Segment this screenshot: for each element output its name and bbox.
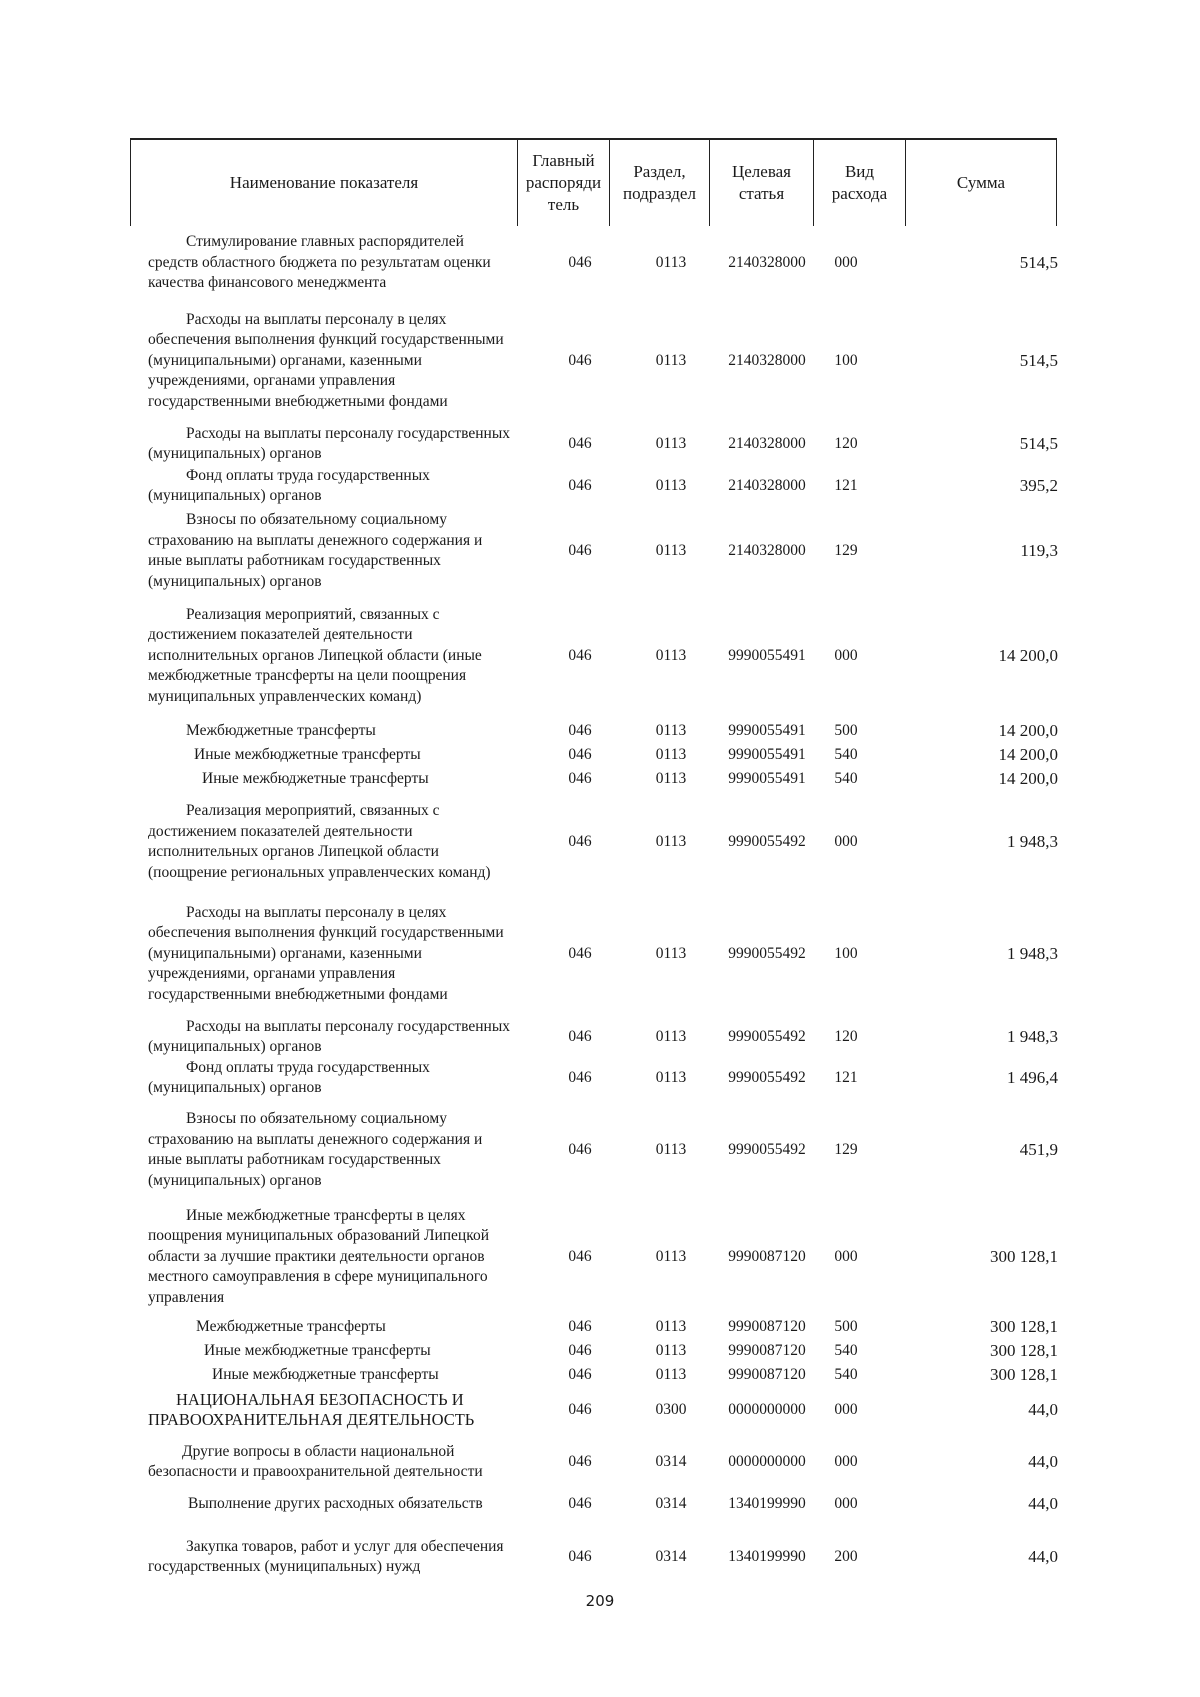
row-glavny: 046 bbox=[568, 1341, 592, 1359]
row-summa: 514,5 bbox=[1019, 350, 1058, 370]
row-summa: 14 200,0 bbox=[998, 645, 1058, 665]
row-celevaya: 9990087120 bbox=[728, 1341, 806, 1359]
table-row bbox=[148, 1015, 1058, 1059]
row-razdel: 0113 bbox=[655, 1317, 687, 1335]
row-vid: 129 bbox=[834, 541, 858, 559]
row-summa: 44,0 bbox=[1028, 1493, 1058, 1513]
row-razdel: 0113 bbox=[655, 646, 687, 664]
row-razdel: 0113 bbox=[655, 434, 687, 452]
row-celevaya: 9990055492 bbox=[728, 832, 806, 850]
row-glavny: 046 bbox=[568, 1027, 592, 1045]
row-vid: 120 bbox=[834, 434, 858, 452]
table-row bbox=[148, 1492, 1058, 1516]
table-row bbox=[148, 1340, 1058, 1362]
row-summa: 300 128,1 bbox=[990, 1364, 1058, 1384]
row-vid: 000 bbox=[834, 646, 858, 664]
row-glavny: 046 bbox=[568, 721, 592, 739]
row-summa: 44,0 bbox=[1028, 1399, 1058, 1419]
table-row bbox=[148, 1316, 1058, 1338]
row-name: Расходы на выплаты персоналу государственных (муниципальных) органов bbox=[148, 424, 510, 462]
row-razdel: 0113 bbox=[655, 1027, 687, 1045]
row-celevaya: 9990055492 bbox=[728, 1068, 806, 1086]
row-celevaya: 0000000000 bbox=[728, 1400, 806, 1418]
row-razdel: 0314 bbox=[655, 1452, 687, 1470]
row-razdel: 0113 bbox=[655, 1140, 687, 1158]
row-glavny: 046 bbox=[568, 1494, 592, 1512]
row-glavny: 046 bbox=[568, 832, 592, 850]
row-summa: 300 128,1 bbox=[990, 1340, 1058, 1360]
row-summa: 44,0 bbox=[1028, 1451, 1058, 1471]
table-row bbox=[148, 228, 1058, 298]
row-glavny: 046 bbox=[568, 476, 592, 494]
row-vid: 129 bbox=[834, 1140, 858, 1158]
table-row bbox=[148, 1056, 1058, 1100]
row-glavny: 046 bbox=[568, 434, 592, 452]
header-summa: Сумма bbox=[905, 140, 1057, 226]
table-row bbox=[148, 1106, 1058, 1194]
row-celevaya: 9990055492 bbox=[728, 1140, 806, 1158]
row-vid: 500 bbox=[834, 721, 858, 739]
row-razdel: 0113 bbox=[655, 944, 687, 962]
table-row bbox=[148, 1202, 1058, 1312]
row-name: Расходы на выплаты персоналу в целях обеспечения выполнения функций государственными (муниципальными) органами, казенными учреждениями, органами управления государственными внебюджетными фондами bbox=[148, 310, 504, 410]
row-summa: 395,2 bbox=[1019, 475, 1058, 495]
row-celevaya: 2140328000 bbox=[728, 351, 806, 369]
row-glavny: 046 bbox=[568, 769, 592, 787]
row-name: Межбюджетные трансферты bbox=[186, 721, 376, 739]
row-razdel: 0300 bbox=[655, 1400, 687, 1418]
row-vid: 000 bbox=[834, 832, 858, 850]
row-name: Выполнение других расходных обязательств bbox=[188, 1494, 483, 1512]
row-celevaya: 2140328000 bbox=[728, 476, 806, 494]
row-vid: 100 bbox=[834, 351, 858, 369]
row-vid: 000 bbox=[834, 253, 858, 271]
row-razdel: 0314 bbox=[655, 1494, 687, 1512]
row-razdel: 0113 bbox=[655, 351, 687, 369]
row-vid: 100 bbox=[834, 944, 858, 962]
row-glavny: 046 bbox=[568, 351, 592, 369]
row-name: Иные межбюджетные трансферты bbox=[202, 769, 429, 787]
row-name: Межбюджетные трансферты bbox=[196, 1317, 386, 1335]
row-name: Фонд оплаты труда государственных (муниципальных) органов bbox=[148, 1058, 430, 1096]
row-celevaya: 2140328000 bbox=[728, 253, 806, 271]
row-celevaya: 1340199990 bbox=[728, 1494, 806, 1512]
row-celevaya: 9990055492 bbox=[728, 944, 806, 962]
row-vid: 000 bbox=[834, 1247, 858, 1265]
row-celevaya: 0000000000 bbox=[728, 1452, 806, 1470]
row-summa: 514,5 bbox=[1019, 252, 1058, 272]
row-name: Иные межбюджетные трансферты bbox=[194, 745, 421, 763]
row-celevaya: 9990087120 bbox=[728, 1247, 806, 1265]
row-vid: 540 bbox=[834, 1341, 858, 1359]
row-glavny: 046 bbox=[568, 646, 592, 664]
row-name: Взносы по обязательному социальному страхованию на выплаты денежного содержания и иные выплаты работникам государственных (муниципальных) органов bbox=[148, 511, 483, 590]
row-summa: 44,0 bbox=[1028, 1546, 1058, 1566]
row-name: Реализация мероприятий, связанных с достижением показателей деятельности исполнительных органов Липецкой области (поощрение региональных управленческих команд) bbox=[148, 802, 491, 881]
table-header bbox=[130, 138, 1057, 226]
row-glavny: 046 bbox=[568, 541, 592, 559]
table-row bbox=[148, 720, 1058, 742]
row-summa: 1 948,3 bbox=[1007, 943, 1058, 963]
row-glavny: 046 bbox=[568, 1317, 592, 1335]
row-name: Стимулирование главных распорядителей средств областного бюджета по результатам оценки качества финансового менеджмента bbox=[148, 233, 491, 292]
row-vid: 540 bbox=[834, 1365, 858, 1383]
row-vid: 540 bbox=[834, 769, 858, 787]
table-row bbox=[148, 422, 1058, 466]
row-razdel: 0314 bbox=[655, 1547, 687, 1565]
table-row bbox=[148, 464, 1058, 508]
row-razdel: 0113 bbox=[655, 541, 687, 559]
row-celevaya: 9990087120 bbox=[728, 1365, 806, 1383]
row-name: Расходы на выплаты персоналу государственных (муниципальных) органов bbox=[148, 1017, 510, 1055]
row-razdel: 0113 bbox=[655, 1365, 687, 1383]
table-row bbox=[148, 1388, 1058, 1432]
table-row bbox=[148, 1364, 1058, 1386]
row-celevaya: 9990055491 bbox=[728, 721, 806, 739]
row-summa: 514,5 bbox=[1019, 433, 1058, 453]
row-razdel: 0113 bbox=[655, 476, 687, 494]
row-name: Другие вопросы в области национальной безопасности и правоохранительной деятельности bbox=[148, 1442, 483, 1480]
row-vid: 540 bbox=[834, 745, 858, 763]
row-summa: 300 128,1 bbox=[990, 1316, 1058, 1336]
row-name: Фонд оплаты труда государственных (муниципальных) органов bbox=[148, 466, 430, 504]
row-celevaya: 2140328000 bbox=[728, 541, 806, 559]
row-summa: 14 200,0 bbox=[998, 768, 1058, 788]
row-name: Расходы на выплаты персоналу в целях обеспечения выполнения функций государственными (муниципальными) органами, казенными учреждениями, органами управления государственными внебюджетными фондами bbox=[148, 903, 504, 1003]
table-row bbox=[148, 768, 1058, 790]
row-vid: 120 bbox=[834, 1027, 858, 1045]
table-row bbox=[148, 899, 1058, 1009]
row-summa: 1 948,3 bbox=[1007, 1026, 1058, 1046]
header-vid-raskhoda: Вид расхода bbox=[813, 140, 905, 226]
row-vid: 000 bbox=[834, 1452, 858, 1470]
row-name: Взносы по обязательному социальному страхованию на выплаты денежного содержания и иные выплаты работникам государственных (муниципальных) органов bbox=[148, 1110, 483, 1189]
row-razdel: 0113 bbox=[655, 1068, 687, 1086]
header-name: Наименование показателя bbox=[130, 140, 517, 226]
row-name: НАЦИОНАЛЬНАЯ БЕЗОПАСНОСТЬ И ПРАВООХРАНИТЕЛЬНАЯ ДЕЯТЕЛЬНОСТЬ bbox=[148, 1389, 475, 1429]
row-razdel: 0113 bbox=[655, 745, 687, 763]
row-name: Закупка товаров, работ и услуг для обеспечения государственных (муниципальных) нужд bbox=[148, 1537, 504, 1575]
row-razdel: 0113 bbox=[655, 1247, 687, 1265]
header-glavny-rasporyaditel: Главный распоряди тель bbox=[517, 140, 609, 226]
row-glavny: 046 bbox=[568, 253, 592, 271]
row-summa: 1 948,3 bbox=[1007, 831, 1058, 851]
table-row bbox=[148, 798, 1058, 886]
row-summa: 300 128,1 bbox=[990, 1246, 1058, 1266]
row-glavny: 046 bbox=[568, 944, 592, 962]
table-row bbox=[148, 744, 1058, 766]
row-glavny: 046 bbox=[568, 1140, 592, 1158]
row-name: Иные межбюджетные трансферты в целях поощрения муниципальных образований Липецкой области за лучшие практики деятельности органов местного самоуправления в сфере муниципального управления bbox=[148, 1206, 490, 1306]
row-glavny: 046 bbox=[568, 1365, 592, 1383]
row-glavny: 046 bbox=[568, 745, 592, 763]
row-vid: 200 bbox=[834, 1547, 858, 1565]
row-summa: 451,9 bbox=[1019, 1139, 1058, 1159]
row-glavny: 046 bbox=[568, 1247, 592, 1265]
row-vid: 121 bbox=[834, 476, 858, 494]
row-celevaya: 1340199990 bbox=[728, 1547, 806, 1565]
row-summa: 1 496,4 bbox=[1007, 1067, 1058, 1087]
row-celevaya: 9990055491 bbox=[728, 769, 806, 787]
table-row bbox=[148, 1524, 1058, 1590]
table-row bbox=[148, 507, 1058, 595]
row-razdel: 0113 bbox=[655, 253, 687, 271]
row-celevaya: 9990055492 bbox=[728, 1027, 806, 1045]
row-summa: 119,3 bbox=[1020, 540, 1058, 560]
row-razdel: 0113 bbox=[655, 721, 687, 739]
row-razdel: 0113 bbox=[655, 832, 687, 850]
header-razdel: Раздел, подраздел bbox=[609, 140, 709, 226]
row-vid: 500 bbox=[834, 1317, 858, 1335]
page-number: 209 bbox=[585, 1592, 615, 1610]
row-vid: 000 bbox=[834, 1400, 858, 1418]
row-vid: 000 bbox=[834, 1494, 858, 1512]
row-name: Реализация мероприятий, связанных с достижением показателей деятельности исполнительных органов Липецкой области (иные межбюджетные трансферты на цели поощрения муниципальных управленческих команд) bbox=[148, 605, 482, 705]
table-row bbox=[148, 306, 1058, 416]
row-glavny: 046 bbox=[568, 1068, 592, 1086]
table-row bbox=[148, 1440, 1058, 1484]
table-row bbox=[148, 602, 1058, 710]
row-razdel: 0113 bbox=[655, 1341, 687, 1359]
row-razdel: 0113 bbox=[655, 769, 687, 787]
row-celevaya: 9990087120 bbox=[728, 1317, 806, 1335]
row-summa: 14 200,0 bbox=[998, 744, 1058, 764]
header-celevaya-statya: Целевая статья bbox=[709, 140, 813, 226]
row-name: Иные межбюджетные трансферты bbox=[212, 1365, 439, 1383]
row-celevaya: 2140328000 bbox=[728, 434, 806, 452]
row-vid: 121 bbox=[834, 1068, 858, 1086]
row-glavny: 046 bbox=[568, 1452, 592, 1470]
row-summa: 14 200,0 bbox=[998, 720, 1058, 740]
row-glavny: 046 bbox=[568, 1400, 592, 1418]
row-name: Иные межбюджетные трансферты bbox=[204, 1341, 431, 1359]
row-glavny: 046 bbox=[568, 1547, 592, 1565]
row-celevaya: 9990055491 bbox=[728, 646, 806, 664]
row-celevaya: 9990055491 bbox=[728, 745, 806, 763]
